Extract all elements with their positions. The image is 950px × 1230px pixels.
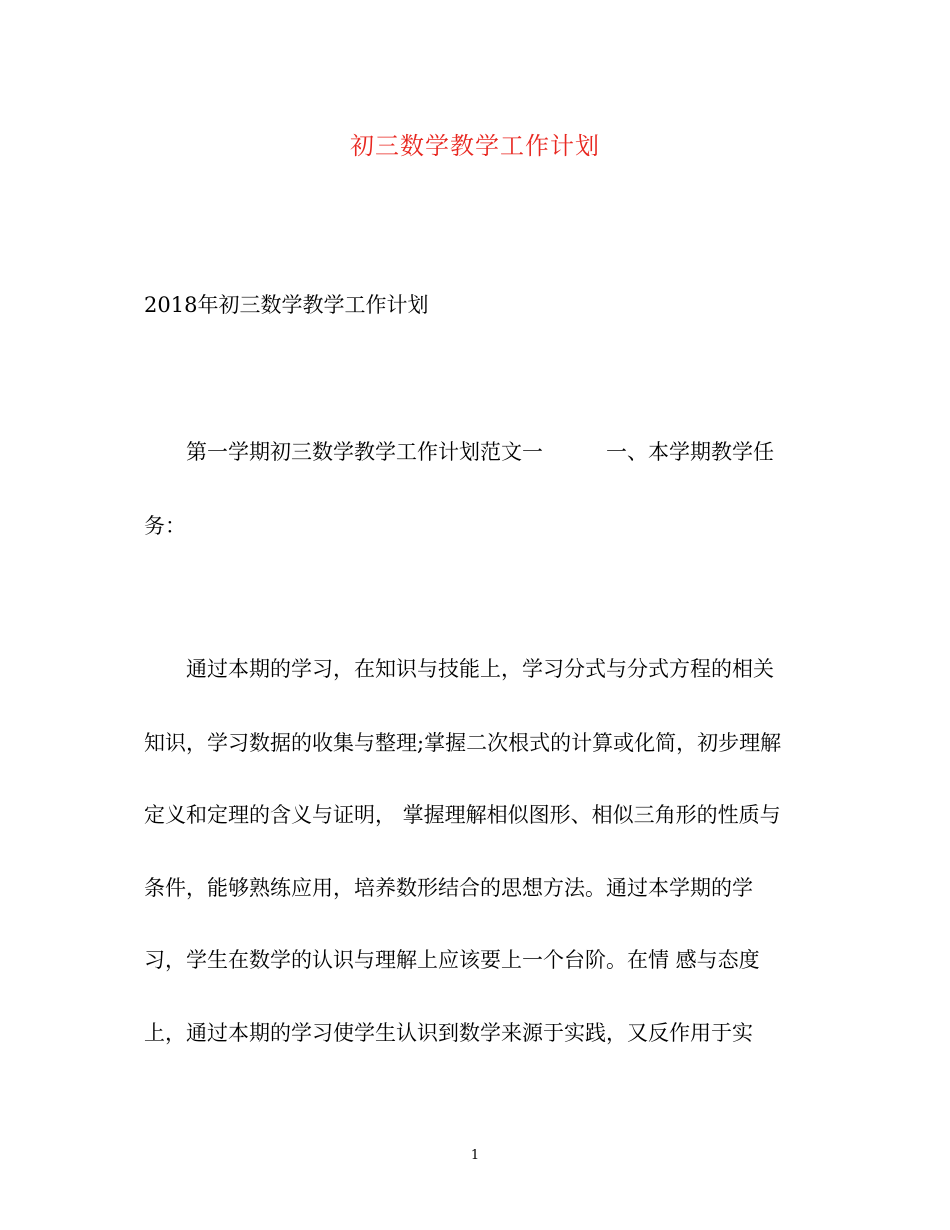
paragraph-2-line-3: 定义和定理的含义与证明， 掌握理解相似图形、相似三角形的性质与 [144, 803, 781, 827]
document-title: 初三数学教学工作计划 [350, 132, 600, 160]
paragraph-2-line-1: 通过本期的学习，在知识与技能上，学习分式与分式方程的相关 [186, 657, 774, 681]
page-number: 1 [470, 1148, 480, 1163]
paragraph-1-line-1: 第一学期初三数学教学工作计划范文一 一、本学期教学任 [186, 440, 774, 464]
paragraph-2-line-4: 条件，能够熟练应用，培养数形结合的思想方法。通过本学期的学 [144, 876, 753, 900]
paragraph-1-line-2: 务： [144, 514, 186, 538]
paragraph-2-line-5: 习，学生在数学的认识与理解上应该要上一个台阶。在情 感与态度 [144, 948, 760, 972]
document-subtitle: 2018年初三数学教学工作计划 [144, 293, 429, 317]
paragraph-2-line-2: 知识，学习数据的收集与整理;掌握二次根式的计算或化简，初步理解 [144, 731, 782, 755]
paragraph-2-line-6: 上，通过本期的学习使学生认识到数学来源于实践，又反作用于实 [144, 1021, 753, 1045]
